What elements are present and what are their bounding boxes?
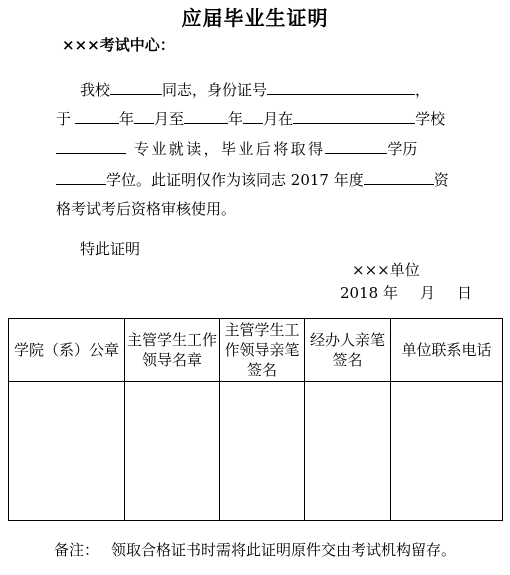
- body-line-1-id-label: 同志，身份证号: [162, 81, 268, 99]
- college-seal-cell[interactable]: [9, 382, 125, 521]
- body-line-1-end: ，: [415, 81, 431, 99]
- header-handler-signature: 经办人亲笔签名: [305, 319, 391, 382]
- degree-label: 学位。此证明仅作为该同志 2017 年度: [106, 171, 364, 189]
- body-line-1-prefix: 我校: [80, 81, 111, 99]
- education-label: 学历: [387, 140, 418, 158]
- qualification-label: 资: [433, 171, 449, 189]
- handler-signature-cell[interactable]: [305, 382, 391, 521]
- body-line-4: [56, 168, 449, 191]
- issue-date-year: 2018 年: [340, 284, 398, 302]
- start-month-label: 月至: [154, 110, 185, 128]
- issuer-unit: ×××单位: [352, 261, 420, 279]
- footnote: [54, 539, 456, 561]
- footnote-label: 备注：: [54, 541, 100, 559]
- header-leader-seal: 主管学生工作领导名章: [125, 319, 220, 382]
- major-label: 专业就读，毕业后将取得: [134, 140, 326, 158]
- major-blank[interactable]: [56, 137, 126, 154]
- education-blank[interactable]: [325, 137, 387, 154]
- body-line-3: [56, 137, 417, 160]
- end-year-blank[interactable]: [184, 107, 228, 124]
- leader-signature-cell[interactable]: [220, 382, 305, 521]
- qualification-blank[interactable]: [364, 168, 434, 185]
- name-blank[interactable]: [110, 78, 162, 95]
- body-line-5: 格考试考后资格审核使用。: [56, 200, 237, 218]
- leader-seal-cell[interactable]: [125, 382, 220, 521]
- signature-table-row: [9, 382, 503, 521]
- start-month-blank[interactable]: [134, 107, 154, 124]
- header-contact-phone: 单位联系电话: [391, 319, 503, 382]
- school-label: 学校: [415, 110, 446, 128]
- degree-blank[interactable]: [56, 168, 106, 185]
- signature-table-header-row: [9, 319, 503, 382]
- closing-statement: 特此证明: [80, 240, 141, 258]
- body-line-1: [80, 78, 430, 101]
- contact-phone-cell[interactable]: [391, 382, 503, 521]
- issue-date-month: 月: [419, 284, 435, 302]
- signature-table: [8, 318, 503, 521]
- start-year-label: 年: [119, 110, 135, 128]
- page-title: 应届毕业生证明: [181, 6, 329, 30]
- start-year-blank[interactable]: [75, 107, 119, 124]
- header-leader-signature: 主管学生工作领导亲笔签名: [220, 319, 305, 382]
- header-college-seal: 学院（系）公章: [9, 319, 125, 382]
- end-month-blank[interactable]: [243, 107, 263, 124]
- end-year-label: 年: [228, 110, 244, 128]
- end-month-label: 月在: [263, 110, 294, 128]
- addressee: ×××考试中心：: [62, 36, 175, 54]
- issue-date-day: 日: [456, 284, 472, 302]
- body-line-2: [56, 107, 445, 130]
- issue-date: [340, 282, 472, 304]
- id-number-blank[interactable]: [267, 78, 415, 95]
- body-line-2-prefix: 于: [56, 110, 72, 128]
- school-blank[interactable]: [293, 107, 415, 124]
- footnote-text: 领取合格证书时需将此证明原件交由考试机构留存。: [111, 541, 457, 559]
